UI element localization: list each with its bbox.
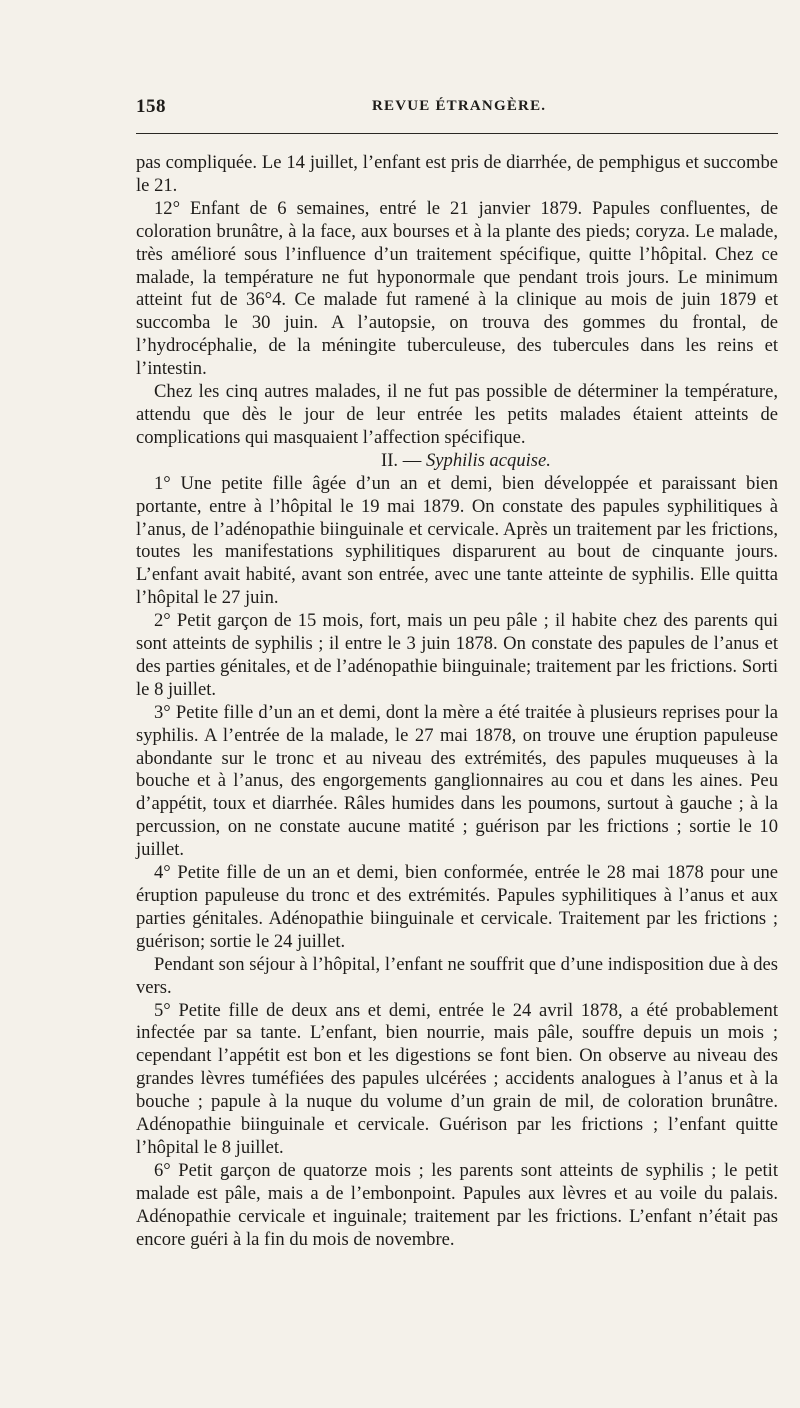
section-title: Syphilis acquise. (425, 449, 551, 471)
header-rule (136, 133, 778, 134)
paragraph-case-12: 12° Enfant de 6 semaines, entré le 21 janvier 1879. Papules confluentes, de coloration brunâtre, à la face, aux bourses et à la plante des pieds; coryza. Le malade, très amélioré sous l’influence d’un traitement spécifique, quitte l’hôpital. Chez ce malade, la température ne fut hyponormale que pendant trois jours. Le minimum atteint fut de 36°4. Ce malade fut ramené à la clinique au mois de juin 1879 et succomba le 30 juin. A l’autopsie, on trouva des gommes du frontal, de l’hydrocéphalie, de la méningite tuberculeuse, des tubercules dans les reins et l’intestin. (136, 197, 778, 380)
section-heading (136, 450, 778, 473)
page-header (136, 96, 778, 126)
running-title: REVUE ÉTRANGÈRE. (372, 98, 547, 114)
paragraph-case-4-note: Pendant son séjour à l’hôpital, l’enfant ne souffrit que d’une indisposition due à des vers. (136, 953, 778, 998)
paragraph-case-3: 3° Petite fille d’un an et demi, dont la mère a été traitée à plusieurs reprises pour la syphilis. A l’entrée de la malade, le 27 mai 1878, on trouve une éruption papuleuse abondante sur le tronc et au niveau des extrémités, des papules muqueuses à la bouche et à l’anus, des engorgements ganglionnaires au cou et dans les aines. Peu d’appétit, toux et diarrhée. Râles humides dans les poumons, surtout à gauche ; à la percussion, on ne constate aucune matité ; guérison par les frictions ; sortie le 10 juillet. (136, 701, 778, 861)
paragraph-continuation: pas compliquée. Le 14 juillet, l’enfant est pris de diarrhée, de pemphigus et succombe le 21. (136, 152, 778, 196)
page-number: 158 (136, 96, 166, 117)
paragraph-other-patients: Chez les cinq autres malades, il ne fut pas possible de déterminer la température, attendu que dès le jour de leur entrée les petits malades étaient atteints de complications qui masquaient l’affection spécifique. (136, 381, 778, 448)
section-number: II. — (381, 449, 422, 471)
paragraph-case-6: 6° Petit garçon de quatorze mois ; les parents sont atteints de syphilis ; le petit malade est pâle, mais a de l’embonpoint. Papules aux lèvres et au voile du palais. Adénopathie cervicale et inguinale; traitement par les frictions. L’enfant n’était pas encore guéri à la fin du mois de novembre. (136, 1159, 778, 1250)
paragraph-case-4: 4° Petite fille de un an et demi, bien conformée, entrée le 28 mai 1878 pour une éruption papuleuse du tronc et des extrémités. Papules syphilitiques à l’anus et aux parties génitales. Adénopathie biinguinale et cervicale. Traitement par les frictions ; guérison; sortie le 24 juillet. (136, 862, 778, 952)
paragraph-case-2: 2° Petit garçon de 15 mois, fort, mais un peu pâle ; il habite chez des parents qui sont atteints de syphilis ; il entre le 3 juin 1878. On constate des papules de l’anus et des parties génitales, et de l’adénopathie biinguinale; traitement par les frictions. Sorti le 8 juillet. (136, 610, 778, 700)
body-text (136, 152, 778, 1252)
paragraph-case-5: 5° Petite fille de deux ans et demi, entrée le 24 avril 1878, a été probablement infectée par sa tante. L’enfant, bien nourrie, mais pâle, souffre depuis un mois ; cependant l’appétit est bon et les digestions se font bien. On observe au niveau des grandes lèvres tuméfiées des papules ulcérées ; accidents analogues à l’anus et à la bouche ; papule à la nuque du volume d’un grain de mil, de coloration brunâtre. Adénopathie biinguinale et cervicale. Guérison par les frictions ; l’enfant quitte l’hôpital le 8 juillet. (136, 999, 778, 1158)
paragraph-case-1: 1° Une petite fille âgée d’un an et demi, bien développée et paraissant bien portante, entre à l’hôpital le 19 mai 1879. On constate des papules syphilitiques à l’anus, de l’adénopathie biinguinale et cervicale. Après un traitement par les frictions, toutes les manifestations syphilitiques disparurent au bout de cinquante jours. L’enfant avait habité, avant son entrée, avec une tante atteinte de syphilis. Elle quitta l’hôpital le 27 juin. (136, 472, 778, 609)
